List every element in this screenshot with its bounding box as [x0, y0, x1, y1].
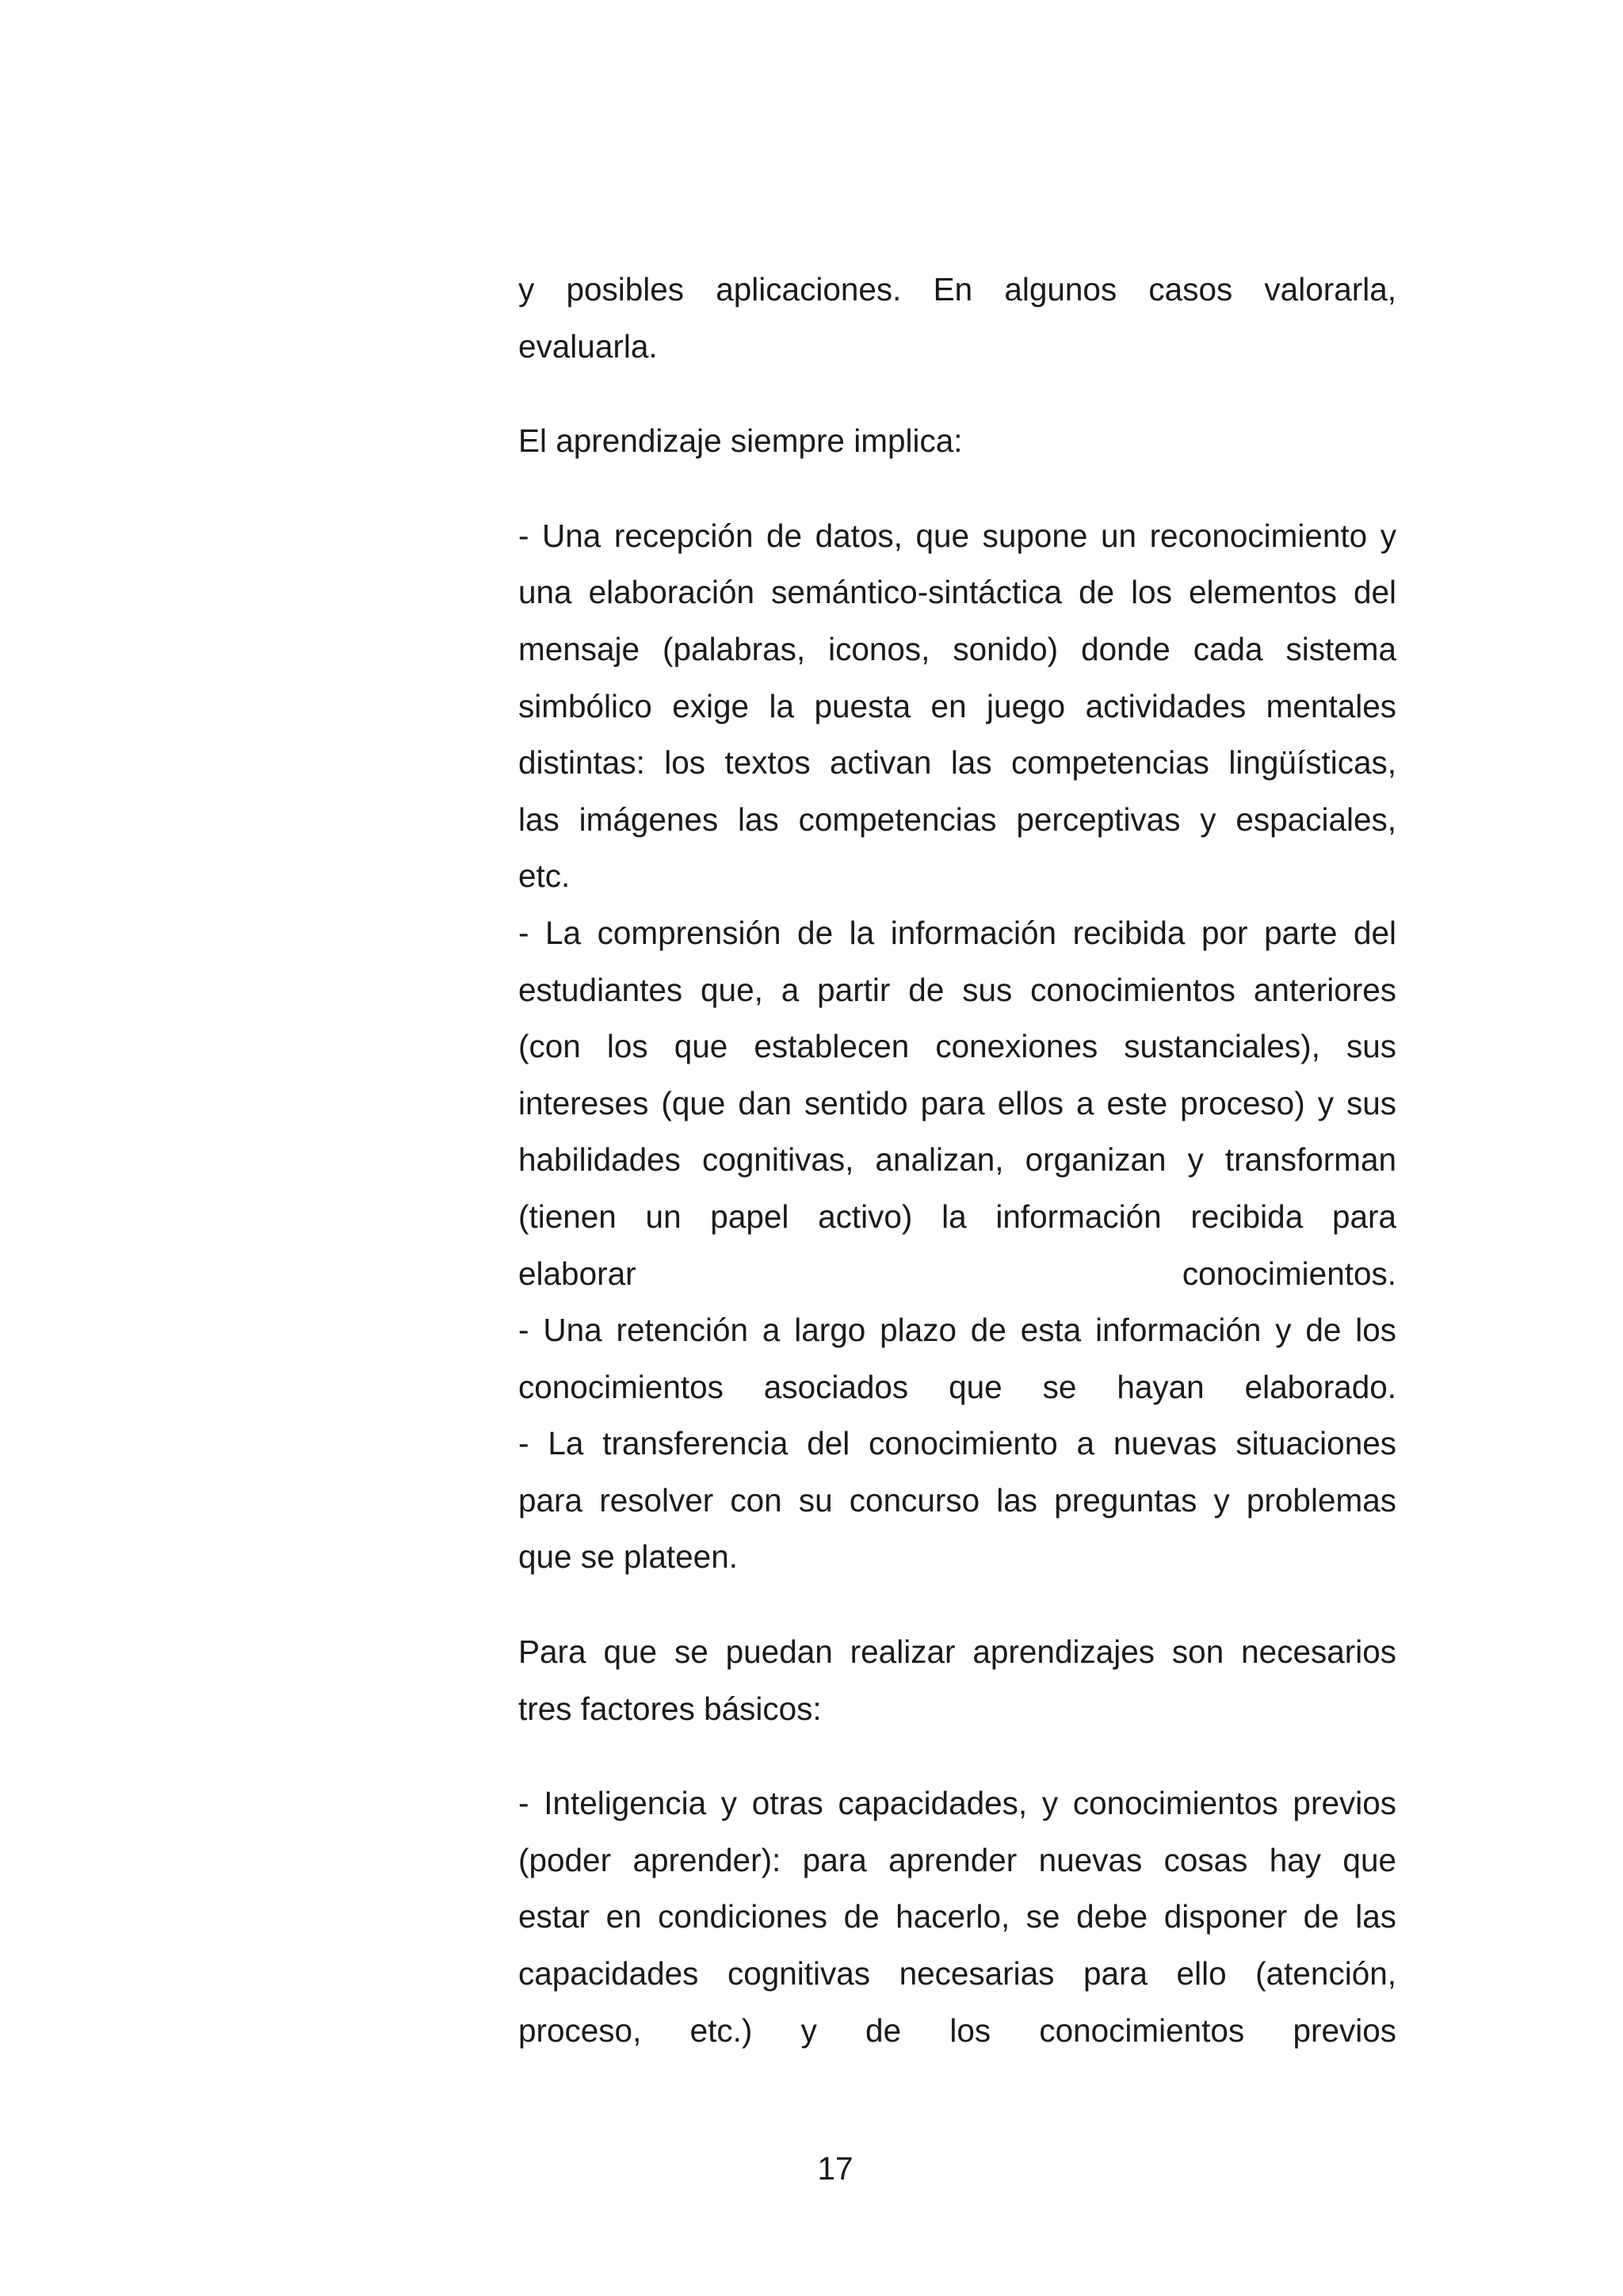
page-number: 17 [817, 2150, 854, 2187]
text-line: una elaboración semántico-sintáctica de los elementos del [518, 574, 1396, 611]
text-line: - Inteligencia y otras capacidades, y conocimientos previos [518, 1785, 1396, 1822]
text-line: estar en condiciones de hacerlo, se debe disponer de las [518, 1898, 1396, 1935]
paragraph [518, 413, 1396, 470]
text-line: (con los que establecen conexiones sustanciales), sus [518, 1028, 1396, 1065]
text-line: distintas: los textos activan las competencias lingüísticas, [518, 744, 1396, 781]
text-line: para resolver con su concurso las preguntas y problemas [518, 1481, 1396, 1519]
text-line: habilidades cognitivas, analizan, organizan y transforman [518, 1141, 1396, 1179]
paragraph [518, 262, 1396, 375]
text-line: y posibles aplicaciones. En algunos casos valorarla, [518, 271, 1396, 308]
text-line: tres factores básicos: [518, 1690, 822, 1727]
text-line: estudiantes que, a partir de sus conocimientos anteriores [518, 971, 1396, 1008]
text-line: El aprendizaje siempre implica: [518, 422, 963, 460]
text-line: elaborar conocimientos. [518, 1255, 1396, 1292]
text-line: conocimientos asociados que se hayan elaborado. [518, 1368, 1396, 1405]
text-line: las imágenes las competencias perceptivas y espaciales, [518, 800, 1396, 838]
paragraph [518, 508, 1396, 1586]
text-line: etc. [518, 858, 571, 895]
body-text [518, 262, 1396, 2059]
text-line: - Una recepción de datos, que supone un reconocimiento y [518, 517, 1396, 554]
text-line: evaluarla. [518, 327, 658, 365]
text-line: Para que se puedan realizar aprendizajes son necesarios [518, 1633, 1396, 1671]
text-line: (tienen un papel activo) la información recibida para [518, 1198, 1396, 1235]
text-line: (poder aprender): para aprender nuevas cosas hay que [518, 1841, 1396, 1878]
paragraph [518, 1775, 1396, 2059]
text-line: mensaje (palabras, iconos, sonido) donde cada sistema [518, 630, 1396, 667]
paragraph [518, 1624, 1396, 1737]
text-line: - Una retención a largo plazo de esta información y de los [518, 1312, 1396, 1349]
text-line: simbólico exige la puesta en juego actividades mentales [518, 687, 1396, 724]
text-line: - La transferencia del conocimiento a nuevas situaciones [518, 1425, 1396, 1462]
text-line: - La comprensión de la información recibida por parte del [518, 914, 1396, 951]
text-line: que se plateen. [518, 1538, 738, 1576]
text-line: proceso, etc.) y de los conocimientos previos [518, 2011, 1396, 2049]
text-line: intereses (que dan sentido para ellos a este proceso) y sus [518, 1084, 1396, 1121]
text-line: capacidades cognitivas necesarias para ello (atención, [518, 1955, 1396, 1992]
